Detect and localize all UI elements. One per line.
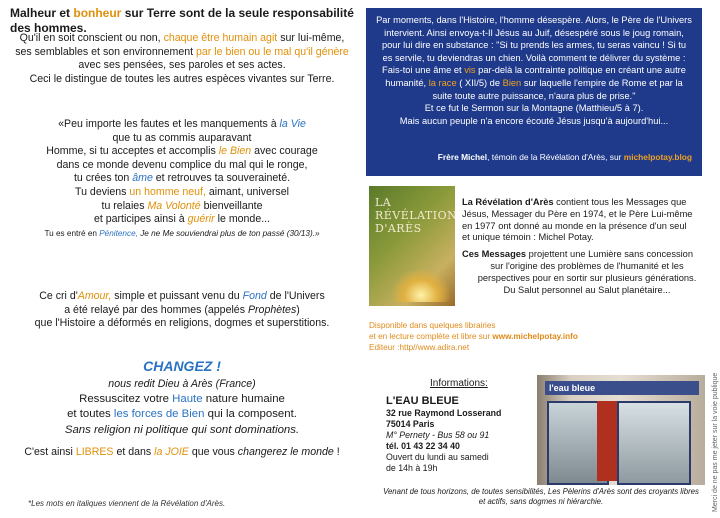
changez-paragraph: nous redit Dieu à Arès (France) Ressuscitez votre Haute nature humaine et toutes les forces de Bien qui la composent. Sans religion ni politique qui sont dominations. C'est ainsi LIBRES et dans la JOIE que vous changerez le monde ! [24,378,340,458]
website-link[interactable]: www.michelpotay.info [492,332,578,341]
book-cover-image: LA RÉVÉLATION D'ARÈS [369,186,455,306]
page-title: Malheur et bonheur sur Terre sont de la seule responsabilité des hommes. [10,6,354,35]
quote-paragraph: «Peu importe les fautes et les manquements à la Vie que tu as commis auparavant Homme, si tu acceptes et accomplis le Bien avec courage dans ce monde devenu complice du mal qui le ronge, tu crées ton âme et retrouves ta souveraineté. Tu deviens un homme neuf, aimant, universel tu relaies Ma Volonté bienveillante et participes ainsi à guérir le monde... Tu es entré en Pénitence, Je ne Me souviendrai plus de ton passé (30/13).» [44,118,320,238]
blue-quote-box: Par moments, dans l'Histoire, l'homme désespère. Alors, le Père de l'Univers intervient. Ainsi envoya-t-Il Jésus au Juif, désespéré sous le joug romain, pour lui dire en substance : "Si tu prends les armes, tu seras vaincu ! Si tu es servile, tu deviendras un chien. Voilà comment te délivrer du système : Fais-toi une âme et vis par-delà la contrainte politique en créant une autre humanité, la race ( XII/5) de Bien sur laquelle l'empire de Rome et par la suite toute autre puissance, n'aura plus de prise." Et ce fut le Sermon sur la Montagne (Matthieu/5 à 7). Mais aucun peuple n'a encore écouté Jésus jusqu'à aujourd'hui... Frère Michel, témoin de la Révélation d'Arès, sur michelpotay.blog [366,8,702,176]
bottom-caption: Venant de tous horizons, de toutes sensibilités, Les Pèlerins d'Arès sont des croyants libres et actifs, sans dogmes ni hiérarchie. [383,487,699,506]
shop-photo [537,375,705,485]
changez-heading: CHANGEZ ! [143,358,221,374]
footnote: *Les mots en italiques viennent de la Révélation d'Arès. [28,499,226,508]
history-paragraph: Ce cri d'Amour, simple et puissant venu du Fond de l'Univers a été relayé par des hommes (appelés Prophètes) que l'Histoire a déformés en religions, dogmes et superstitions. [34,290,330,330]
publisher-link[interactable]: Editeur :http//www.adira.net [369,343,470,352]
informations-heading: Informations: [430,378,488,389]
side-note: Merci de ne pas me jeter sur la voie publique [712,372,719,512]
signature: Frère Michel, témoin de la Révélation d'Arès, sur michelpotay.blog [437,152,692,162]
intro-paragraph: Qu'il en soit conscient ou non, chaque être humain agit sur lui-même, ses semblables et son environnement par le bien ou le mal qu'il génère avec ses pensées, ses paroles et ses actes. Ceci le distingue de toutes les autres espèces vivantes sur Terre. [15,32,349,85]
shop-sign: l'eau bleue [545,381,699,395]
shop-address: 32 rue Raymond Losserand 75014 Paris M° Pernety - Bus 58 ou 91 tél. 01 43 22 34 40 Ouvert du lundi au samedi de 14h à 19h [386,408,502,473]
shop-name: L'EAU BLEUE [386,395,459,407]
revelation-description: La Révélation d'Arès contient tous les Messages que Jésus, Messager du Père en 1974, et le Père Lui-même en 1977 ont donné au monde en la présence d'un seul et unique témoin : Michel Potay. Ces Messages projettent une Lumière sans concession sur l'origine des problèmes de l'humanité et les perspectives pour en sortir sur plusieurs générations. Du Salut personnel au Salut planétaire... [462,197,697,295]
availability-info: Disponible dans quelques librairies et en lecture complète et libre sur www.michelpotay.info Editeur :http//www.adira.net [369,320,669,353]
